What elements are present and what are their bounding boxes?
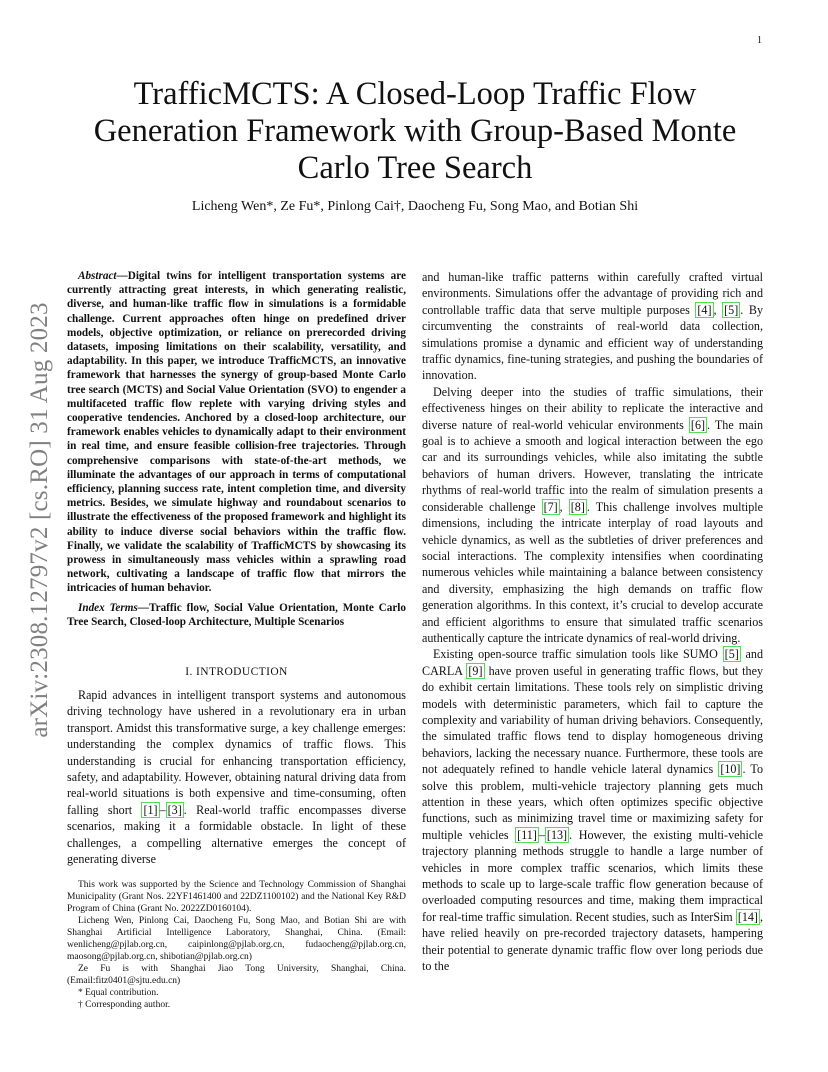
citation-link[interactable]: [5]: [724, 647, 739, 662]
body-paragraph: Existing open-source traffic simulation tools like SUMO [5] and CARLA [9] have proven useful in generating traffic flows, but they do exhibit certain limitations. These tools rely on simplistic driving models with deterministic parameters, which fail to capture the complexity and variability of human driving behaviors. Consequently, the simulated traffic flows tend to display homogeneous driving behaviors, lacking the necessary nuance. Furthermore, these tools are not adequately refined to handle vehicle lateral dynamics [10] . To solve this problem, multi-vehicle trajectory planning gets much attention in these years, which often optimizes specific objective functions, such as minimizing travel time or maximizing safety for multiple vehicles [11] – [13] . However, the existing multi-vehicle trajectory planning methods struggle to handle a large number of vehicles in more complex traffic scenarios, which limits these methods to scale up to large-scale traffic flow generation because of overloaded computing resources and time, making them impractical for real-time traffic simulation. Recent studies, such as InterSim [14] , have relied heavily on pre-recorded trajectory datasets, hampering their potential to generate dynamic traffic flow over long periods due to the: [422, 647, 764, 974]
affiliation-note: Licheng Wen, Pinlong Cai, Daocheng Fu, Song Mao, and Botian Shi are with Shanghai Artificial Intelligence Laboratory, Shanghai, China. (Email: wenlicheng@pjlab.org.cn, caipinlong@pjlab.org.cn, fudaocheng@pjlab.org.cn, maosong@pjlab.org.cn, shibotian@pjlab.org.cn): [67, 916, 406, 962]
funding-note: This work was supported by the Science and Technology Commission of Shanghai Municipality (Grant Nos. 22YF1461400 and 22DZ1100102) and the National Key R&D Program of China (Grant No. 2022ZD0160104).: [67, 880, 406, 914]
index-terms-text: —Traffic flow, Social Value Orientation, Monte Carlo Tree Search, Closed-loop Architecture, Multiple Scenarios: [67, 602, 406, 629]
citation-link[interactable]: [9]: [468, 663, 483, 678]
citation-link[interactable]: [14]: [737, 909, 758, 924]
citation-link[interactable]: [13]: [546, 827, 568, 842]
index-terms-label: Index Terms: [78, 602, 138, 614]
intro-paragraph: Rapid advances in intelligent transport systems and autonomous driving technology have ushered in a revolutionary era in urban transport. Amidst this transformative surge, a key challenge emerges: understanding the complex dynamics of traffic flows. This understanding is crucial for enhancing transportation efficiency, safety, and adaptability. However, obtaining natural driving data from real-world situations is both expensive and time-consuming, often falling short [1] – [3] . Real-world traffic encompasses diverse scenarios, making it a formidable obstacle. In light of these challenges, a compelling alternative emerges the concept of generating diverse: [67, 688, 406, 867]
citation-link[interactable]: [5]: [724, 302, 739, 317]
citation-link[interactable]: [3]: [167, 802, 182, 817]
page-number: 1: [757, 35, 762, 46]
author-list: Licheng Wen*, Ze Fu*, Pinlong Cai†, Daocheng Fu, Song Mao, and Botian Shi: [191, 199, 639, 214]
introduction-left-column: [67, 687, 406, 867]
body-paragraph: Delving deeper into the studies of traffic simulations, their effectiveness hinges on their ability to replicate the interactive and diverse nature of real-world vehicular environments [6] . The main goal is to achieve a smooth and logical interaction between the ego car and its surroundings vehicles, while also imitating the subtle behaviors of human drivers. However, translating the intricate rhythms of real-world traffic into the realm of simulation presents a considerable challenge [7] , [8] . This challenge involves multiple dimensions, including the intricate interplay of road layouts and vehicle dynamics, as well as the subtleties of driver preferences and social interactions. The complexity intensifies when coordinating numerous vehicles while maintaining a balance between consistency and diversity, emphasizing the high demands on traffic flow generation algorithms. In this context, it’s crucial to develop accurate and efficient algorithms to ensure that simulated traffic scenarios authentically capture the intricate dynamics of real-world driving.: [422, 384, 763, 645]
section-heading-introduction: I. INTRODUCTION: [185, 666, 288, 678]
arxiv-id-text: arXiv:2308.12797v2 [cs.RO] 31 Aug 2023: [26, 302, 53, 738]
citation-link[interactable]: [6]: [690, 417, 706, 432]
citation-link[interactable]: [1]: [143, 802, 158, 817]
affiliation-note: Ze Fu is with Shanghai Jiao Tong University, Shanghai, China. (Email:fitz0401@sjtu.edu.cn): [67, 964, 406, 986]
abstract-label: Abstract: [78, 270, 117, 282]
corresponding-author-note: † Corresponding author.: [78, 1000, 171, 1010]
abstract: [67, 269, 406, 596]
footnotes: [67, 879, 406, 1011]
abstract-text: —Digital twins for intelligent transportation systems are currently attracting great interests, in which generating realistic, diverse, and human-like traffic flow in simulations is a formidable challenge. Current approaches often hinge on predefined driver models, objective optimization, or reliance on prerecorded driving datasets, imposing limitations on their scalability, versatility, and adaptability. In this paper, we introduce TrafficMCTS, an innovative framework that harnesses the synergy of group-based Monte Carlo tree search (MCTS) and Social Value Orientation (SVO) to engender a multifaceted traffic flow replete with varying driving styles and cooperative tendencies. Anchored by a closed-loop architecture, our framework enables vehicles to dynamically adapt to their environment in real time, and ensure feasible collision-free trajectories. Through comprehensive comparisons with state-of-the-art methods, we illuminate the advantages of our approach in terms of computational efficiency, planning success rate, intent completion time, and diversity metrics. Besides, we simulate highway and roundabout scenarios to illustrate the effectiveness of the proposed framework and highlight its ability to induce diverse social behaviors within the traffic flow. Finally, we validate the scalability of TrafficMCTS by showcasing its prowess in simultaneously mass vehicles within a sprawling road network, cultivating a landscape of traffic flow that mirrors the intricacies of human behavior.: [67, 270, 406, 595]
citation-link[interactable]: [8]: [570, 499, 585, 514]
paper-title: TrafficMCTS: A Closed-Loop Traffic Flow Generation Framework with Group-Based Monte Carlo Tree Search: [93, 76, 737, 186]
citation-link[interactable]: [11]: [517, 827, 537, 842]
index-terms: [67, 601, 406, 629]
body-paragraph: and human-like traffic patterns within carefully crafted virtual environments. Simulations offer the advantage of providing rich and controllable traffic data that serve multiple purposes [4] , [5] . By circumventing the constraints of real-world data collection, simulations promise a dynamic and efficient way of understanding traffic dynamics, fine-tuning strategies, and pushing the boundaries of innovation.: [422, 270, 764, 383]
arxiv-side-identifier: [25, 278, 55, 762]
introduction-right-column: [422, 269, 763, 974]
citation-link[interactable]: [7]: [543, 499, 558, 514]
citation-link[interactable]: [10]: [720, 762, 741, 777]
equal-contribution-note: * Equal contribution.: [78, 988, 159, 998]
citation-link[interactable]: [4]: [697, 302, 712, 317]
